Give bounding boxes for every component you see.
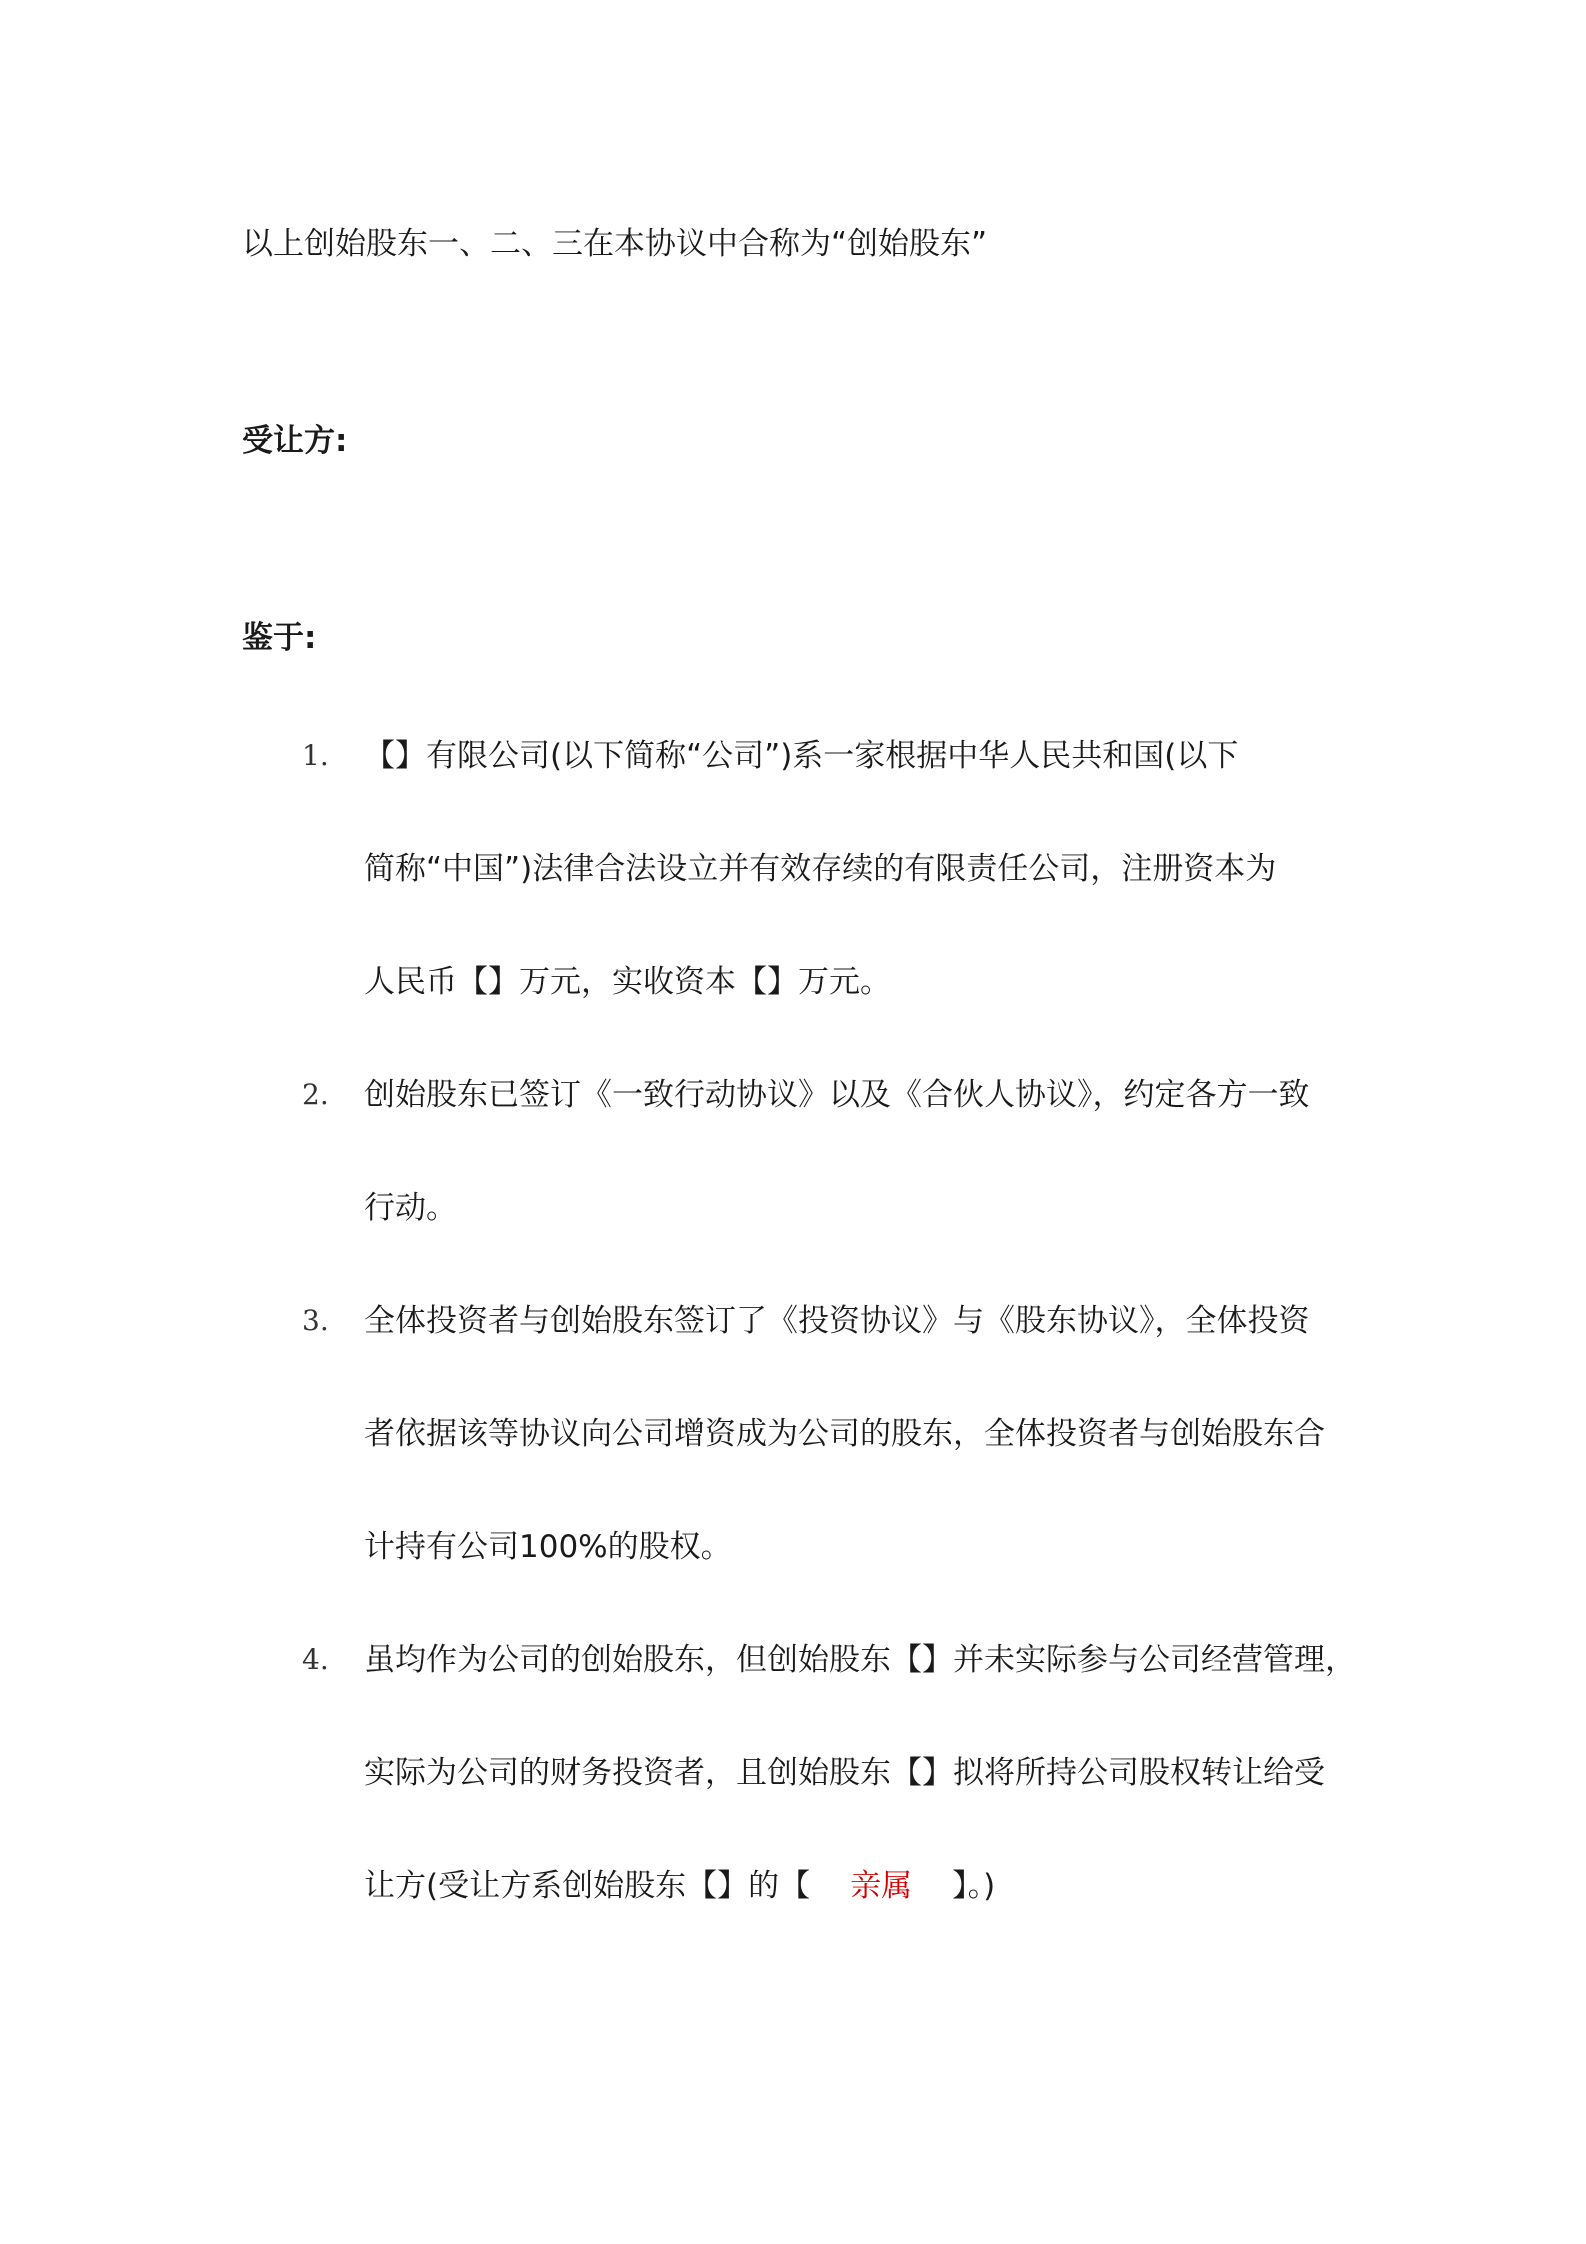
item-line: 简称“中国”)法律合法设立并有效存续的有限责任公司，注册资本为 xyxy=(364,851,1277,887)
item-number: 1. xyxy=(302,739,329,772)
item-line: 者依据该等协议向公司增资成为公司的股东，全体投资者与创始股东合 xyxy=(364,1416,1325,1452)
item-line: 全体投资者与创始股东签订了《投资协议》与《股东协议》，全体投资 xyxy=(364,1303,1310,1339)
item-line-last xyxy=(364,1866,995,1906)
whereas-heading: 鉴于: xyxy=(242,620,317,656)
intro-line: 以上创始股东一、二、三在本协议中合称为“创始股东” xyxy=(242,226,988,262)
item-line: 【】有限公司(以下简称“公司”)系一家根据中华人民共和国(以下 xyxy=(364,738,1239,774)
item-line-prefix: 让方(受让方系创始股东【】的【 xyxy=(364,1868,811,1904)
item-line: 计持有公司100%的股权。 xyxy=(364,1529,732,1565)
item-number: 2. xyxy=(302,1078,329,1111)
item-number: 4. xyxy=(302,1643,329,1676)
item-line: 创始股东已签订《一致行动协议》以及《合伙人协议》，约定各方一致 xyxy=(364,1077,1310,1113)
highlighted-relation: 亲属 xyxy=(850,1868,913,1904)
assignee-heading: 受让方: xyxy=(242,423,348,459)
item-line: 实际为公司的财务投资者，且创始股东【】拟将所持公司股权转让给受 xyxy=(364,1755,1325,1791)
item-number: 3. xyxy=(302,1304,329,1337)
item-line: 人民币【】万元，实收资本【】万元。 xyxy=(364,964,891,1000)
item-line-suffix: 】。) xyxy=(952,1868,996,1904)
item-line: 虽均作为公司的创始股东，但创始股东【】并未实际参与公司经营管理， xyxy=(364,1642,1356,1678)
item-line: 行动。 xyxy=(364,1190,457,1226)
